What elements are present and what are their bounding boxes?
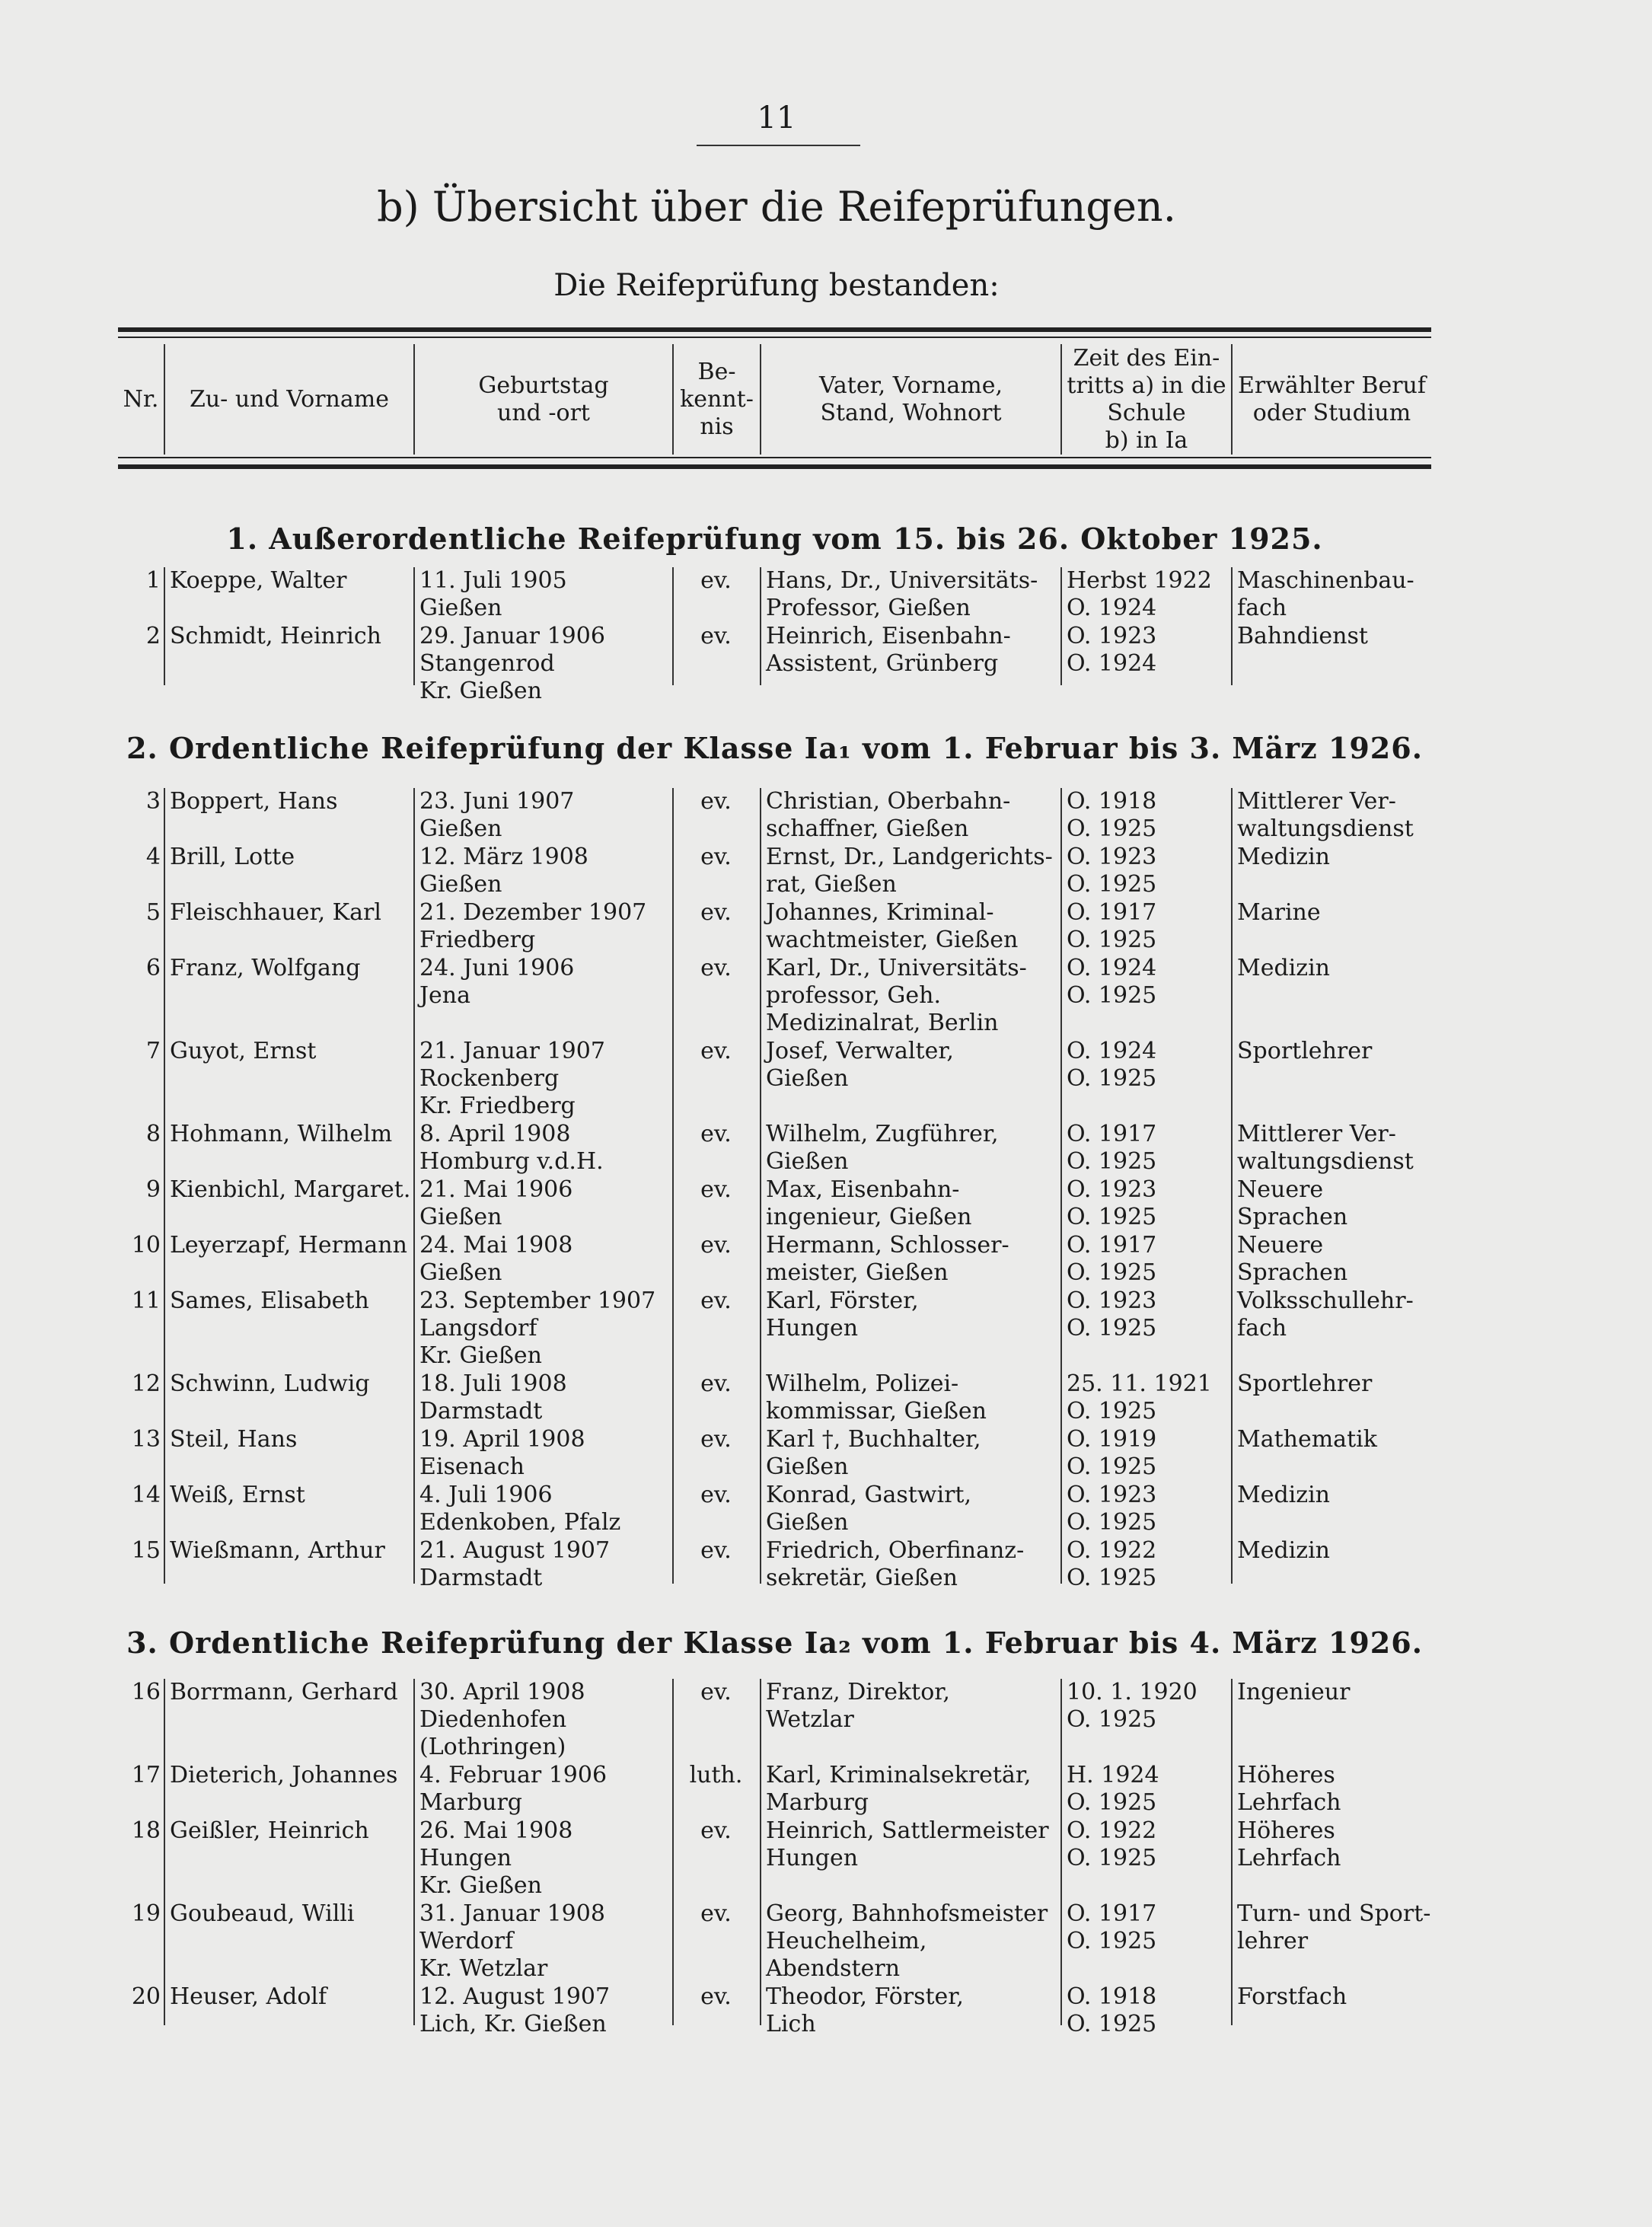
chosen-career: Forstfach (1237, 1983, 1347, 2010)
entry-dates: O. 1922 O. 1925 (1067, 1817, 1157, 1871)
father-info: Ernst, Dr., Landgerichts- rat, Gießen (766, 844, 1053, 898)
page-number: 11 (757, 101, 796, 136)
table-row (118, 1679, 1431, 1762)
entry-dates: O. 1917 O. 1925 (1067, 1121, 1157, 1175)
student-name: Steil, Hans (170, 1426, 298, 1453)
chosen-career: Medizin (1237, 1482, 1330, 1508)
entry-dates: O. 1923 O. 1925 (1067, 1482, 1157, 1536)
chosen-career: Bahndienst (1237, 623, 1368, 649)
group-rows (118, 788, 1431, 1593)
table-row (118, 1983, 1431, 2039)
header-bottom-rule-inner (118, 457, 1431, 458)
table-row (118, 1232, 1431, 1287)
student-name: Goubeaud, Willi (170, 1900, 355, 1927)
student-name: Dieterich, Johannes (170, 1762, 398, 1788)
birth-date-place: 26. Mai 1908 Hungen Kr. Gießen (419, 1817, 573, 1899)
chosen-career: Maschinenbau- fach (1237, 567, 1414, 621)
father-info: Georg, Bahnhofsmeister Heuchelheim, Abendstern (766, 1900, 1048, 1982)
father-info: Johannes, Kriminal- wachtmeister, Gießen (766, 899, 1019, 953)
row-nr: 10 (131, 1232, 161, 1259)
entry-dates: O. 1917 O. 1925 (1067, 899, 1157, 953)
entry-dates: O. 1917 O. 1925 (1067, 1232, 1157, 1286)
header-bottom-rule (118, 464, 1431, 469)
father-info: Friedrich, Oberfinanz- sekretär, Gießen (766, 1537, 1025, 1591)
father-info: Hermann, Schlosser- meister, Gießen (766, 1232, 1009, 1286)
birth-date-place: 12. März 1908 Gießen (419, 844, 588, 898)
birth-date-place: 21. August 1907 Darmstadt (419, 1537, 611, 1591)
confession: ev. (700, 955, 732, 981)
chosen-career: Medizin (1237, 844, 1330, 870)
entry-dates: 10. 1. 1920 O. 1925 (1067, 1679, 1198, 1733)
chosen-career: Volksschullehr- fach (1237, 1287, 1414, 1342)
row-nr: 15 (131, 1537, 161, 1564)
row-nr: 9 (145, 1176, 161, 1203)
birth-date-place: 23. Juni 1907 Gießen (419, 788, 575, 842)
header-birth: Geburtstag und -ort (478, 372, 609, 426)
table-row (118, 1762, 1431, 1817)
student-name: Schmidt, Heinrich (170, 623, 381, 649)
subtitle: Die Reifeprüfung bestanden: (553, 268, 1000, 303)
confession: ev. (700, 1232, 732, 1259)
header-nr: Nr. (123, 385, 159, 413)
entry-dates: O. 1923 O. 1925 (1067, 844, 1157, 898)
entry-dates: O. 1923 O. 1925 (1067, 1176, 1157, 1230)
student-name: Weiß, Ernst (170, 1482, 305, 1508)
group-title: 2. Ordentliche Reifeprüfung der Klasse Ia₁ vom 1. Februar bis 3. März 1926. (126, 731, 1423, 765)
table-row (118, 567, 1431, 623)
father-info: Karl †, Buchhalter, Gießen (766, 1426, 981, 1480)
confession: ev. (700, 1121, 732, 1147)
student-name: Hohmann, Wilhelm (170, 1121, 393, 1147)
table-row (118, 955, 1431, 1038)
student-name: Fleischhauer, Karl (170, 899, 381, 926)
table-top-rule (118, 327, 1431, 332)
group-title: 1. Außerordentliche Reifeprüfung vom 15. bis 26. Oktober 1925. (226, 522, 1323, 556)
row-nr: 11 (131, 1287, 161, 1314)
row-nr: 5 (145, 899, 161, 926)
row-nr: 7 (145, 1038, 161, 1064)
confession: ev. (700, 1900, 732, 1927)
confession: ev. (700, 1983, 732, 2010)
confession: ev. (700, 1679, 732, 1705)
confession: ev. (700, 1817, 732, 1844)
table-row (118, 1817, 1431, 1900)
group-title: 3. Ordentliche Reifeprüfung der Klasse Ia₂ vom 1. Februar bis 4. März 1926. (126, 1626, 1423, 1660)
entry-dates: O. 1923 O. 1924 (1067, 623, 1157, 677)
student-name: Kienbichl, Margaret. (170, 1176, 411, 1203)
row-nr: 14 (131, 1482, 161, 1508)
entry-dates: O. 1924 O. 1925 (1067, 1038, 1157, 1092)
birth-date-place: 30. April 1908 Diedenhofen (Lothringen) (419, 1679, 585, 1760)
exam-table (118, 327, 1431, 2040)
father-info: Max, Eisenbahn- ingenieur, Gießen (766, 1176, 972, 1230)
entry-dates: O. 1918 O. 1925 (1067, 788, 1157, 842)
table-row (118, 1537, 1431, 1593)
father-info: Josef, Verwalter, Gießen (766, 1038, 954, 1092)
row-nr: 8 (145, 1121, 161, 1147)
entry-dates: O. 1917 O. 1925 (1067, 1900, 1157, 1954)
header-career: Erwählter Beruf oder Studium (1238, 372, 1426, 426)
entry-dates: H. 1924 O. 1925 (1067, 1762, 1159, 1816)
birth-date-place: 24. Juni 1906 Jena (419, 955, 575, 1009)
student-name: Geißler, Heinrich (170, 1817, 369, 1844)
birth-date-place: 8. April 1908 Homburg v.d.H. (419, 1121, 604, 1175)
chosen-career: Höheres Lehrfach (1237, 1762, 1341, 1816)
student-name: Leyerzapf, Hermann (170, 1232, 407, 1259)
student-name: Guyot, Ernst (170, 1038, 317, 1064)
table-row (118, 1900, 1431, 1983)
birth-date-place: 21. Januar 1907 Rockenberg Kr. Friedberg (419, 1038, 605, 1119)
confession: ev. (700, 1038, 732, 1064)
row-nr: 17 (131, 1762, 161, 1788)
confession: ev. (700, 1287, 732, 1314)
confession: luth. (689, 1762, 743, 1788)
entry-dates: Herbst 1922 O. 1924 (1067, 567, 1212, 621)
confession: ev. (700, 1426, 732, 1453)
table-row (118, 1176, 1431, 1232)
row-nr: 2 (145, 623, 161, 649)
birth-date-place: 29. Januar 1906 Stangenrod Kr. Gießen (419, 623, 605, 704)
chosen-career: Medizin (1237, 955, 1330, 981)
birth-date-place: 21. Mai 1906 Gießen (419, 1176, 573, 1230)
confession: ev. (700, 1176, 732, 1203)
father-info: Konrad, Gastwirt, Gießen (766, 1482, 971, 1536)
table-row (118, 844, 1431, 899)
father-info: Karl, Kriminalsekretär, Marburg (766, 1762, 1032, 1816)
table-row (118, 1121, 1431, 1176)
table-row (118, 623, 1431, 706)
row-nr: 3 (145, 788, 161, 815)
chosen-career: Sportlehrer (1237, 1370, 1373, 1397)
student-name: Schwinn, Ludwig (170, 1370, 370, 1397)
confession: ev. (700, 1482, 732, 1508)
student-name: Borrmann, Gerhard (170, 1679, 398, 1705)
chosen-career: Neuere Sprachen (1237, 1176, 1348, 1230)
row-nr: 19 (131, 1900, 161, 1927)
header-confession: Be- kennt- nis (680, 358, 754, 440)
student-name: Wießmann, Arthur (170, 1537, 385, 1564)
confession: ev. (700, 567, 732, 594)
confession: ev. (700, 1537, 732, 1564)
birth-date-place: 18. Juli 1908 Darmstadt (419, 1370, 567, 1425)
birth-date-place: 23. September 1907 Langsdorf Kr. Gießen (419, 1287, 656, 1369)
entry-dates: O. 1919 O. 1925 (1067, 1426, 1157, 1480)
section-title: b) Übersicht über die Reifeprüfungen. (377, 183, 1176, 231)
birth-date-place: 4. Juli 1906 Edenkoben, Pfalz (419, 1482, 621, 1536)
chosen-career: Neuere Sprachen (1237, 1232, 1348, 1286)
father-info: Heinrich, Sattlermeister Hungen (766, 1817, 1049, 1871)
page-number-rule (697, 145, 860, 146)
chosen-career: Mittlerer Ver- waltungsdienst (1237, 788, 1414, 842)
father-info: Karl, Dr., Universitäts- professor, Geh. Medizinalrat, Berlin (766, 955, 1027, 1036)
father-info: Wilhelm, Zugführer, Gießen (766, 1121, 999, 1175)
row-nr: 18 (131, 1817, 161, 1844)
birth-date-place: 21. Dezember 1907 Friedberg (419, 899, 647, 953)
chosen-career: Mittlerer Ver- waltungsdienst (1237, 1121, 1414, 1175)
student-name: Heuser, Adolf (170, 1983, 327, 2010)
birth-date-place: 24. Mai 1908 Gießen (419, 1232, 573, 1286)
table-row (118, 1426, 1431, 1482)
chosen-career: Marine (1237, 899, 1321, 926)
entry-dates: O. 1923 O. 1925 (1067, 1287, 1157, 1342)
row-nr: 4 (145, 844, 161, 870)
table-row (118, 1482, 1431, 1537)
row-nr: 20 (131, 1983, 161, 2010)
chosen-career: Mathematik (1237, 1426, 1377, 1453)
row-nr: 1 (145, 567, 161, 594)
group-rows (118, 1679, 1431, 2039)
entry-dates: 25. 11. 1921 O. 1925 (1067, 1370, 1212, 1425)
row-nr: 16 (131, 1679, 161, 1705)
confession: ev. (700, 1370, 732, 1397)
table-row (118, 1370, 1431, 1426)
student-name: Brill, Lotte (170, 844, 295, 870)
chosen-career: Turn- und Sport- lehrer (1237, 1900, 1431, 1954)
entry-dates: O. 1922 O. 1925 (1067, 1537, 1157, 1591)
confession: ev. (700, 623, 732, 649)
header-father: Vater, Vorname, Stand, Wohnort (819, 372, 1003, 426)
father-info: Christian, Oberbahn- schaffner, Gießen (766, 788, 1011, 842)
table-row (118, 1038, 1431, 1121)
header-entry: Zeit des Ein- tritts a) in die Schule b) in Ia (1067, 344, 1226, 454)
row-nr: 13 (131, 1426, 161, 1453)
confession: ev. (700, 844, 732, 870)
birth-date-place: 11. Juli 1905 Gießen (419, 567, 567, 621)
confession: ev. (700, 899, 732, 926)
chosen-career: Sportlehrer (1237, 1038, 1373, 1064)
chosen-career: Medizin (1237, 1537, 1330, 1564)
entry-dates: O. 1924 O. 1925 (1067, 955, 1157, 1009)
student-name: Koeppe, Walter (170, 567, 347, 594)
group-rows (118, 567, 1431, 706)
birth-date-place: 12. August 1907 Lich, Kr. Gießen (419, 1983, 611, 2037)
birth-date-place: 4. Februar 1906 Marburg (419, 1762, 608, 1816)
student-name: Boppert, Hans (170, 788, 338, 815)
chosen-career: Ingenieur (1237, 1679, 1351, 1705)
table-top-rule-inner (118, 337, 1431, 338)
table-row (118, 788, 1431, 844)
row-nr: 12 (131, 1370, 161, 1397)
table-row (118, 899, 1431, 955)
father-info: Heinrich, Eisenbahn- Assistent, Grünberg (766, 623, 1011, 677)
father-info: Theodor, Förster, Lich (766, 1983, 964, 2037)
father-info: Wilhelm, Polizei- kommissar, Gießen (766, 1370, 987, 1425)
chosen-career: Höheres Lehrfach (1237, 1817, 1341, 1871)
student-name: Sames, Elisabeth (170, 1287, 369, 1314)
confession: ev. (700, 788, 732, 815)
father-info: Hans, Dr., Universitäts- Professor, Gießen (766, 567, 1038, 621)
birth-date-place: 31. Januar 1908 Werdorf Kr. Wetzlar (419, 1900, 605, 1982)
father-info: Karl, Förster, Hungen (766, 1287, 919, 1342)
table-row (118, 1287, 1431, 1370)
header-name: Zu- und Vorname (190, 385, 389, 413)
student-name: Franz, Wolfgang (170, 955, 361, 981)
row-nr: 6 (145, 955, 161, 981)
father-info: Franz, Direktor, Wetzlar (766, 1679, 950, 1733)
birth-date-place: 19. April 1908 Eisenach (419, 1426, 585, 1480)
entry-dates: O. 1918 O. 1925 (1067, 1983, 1157, 2037)
